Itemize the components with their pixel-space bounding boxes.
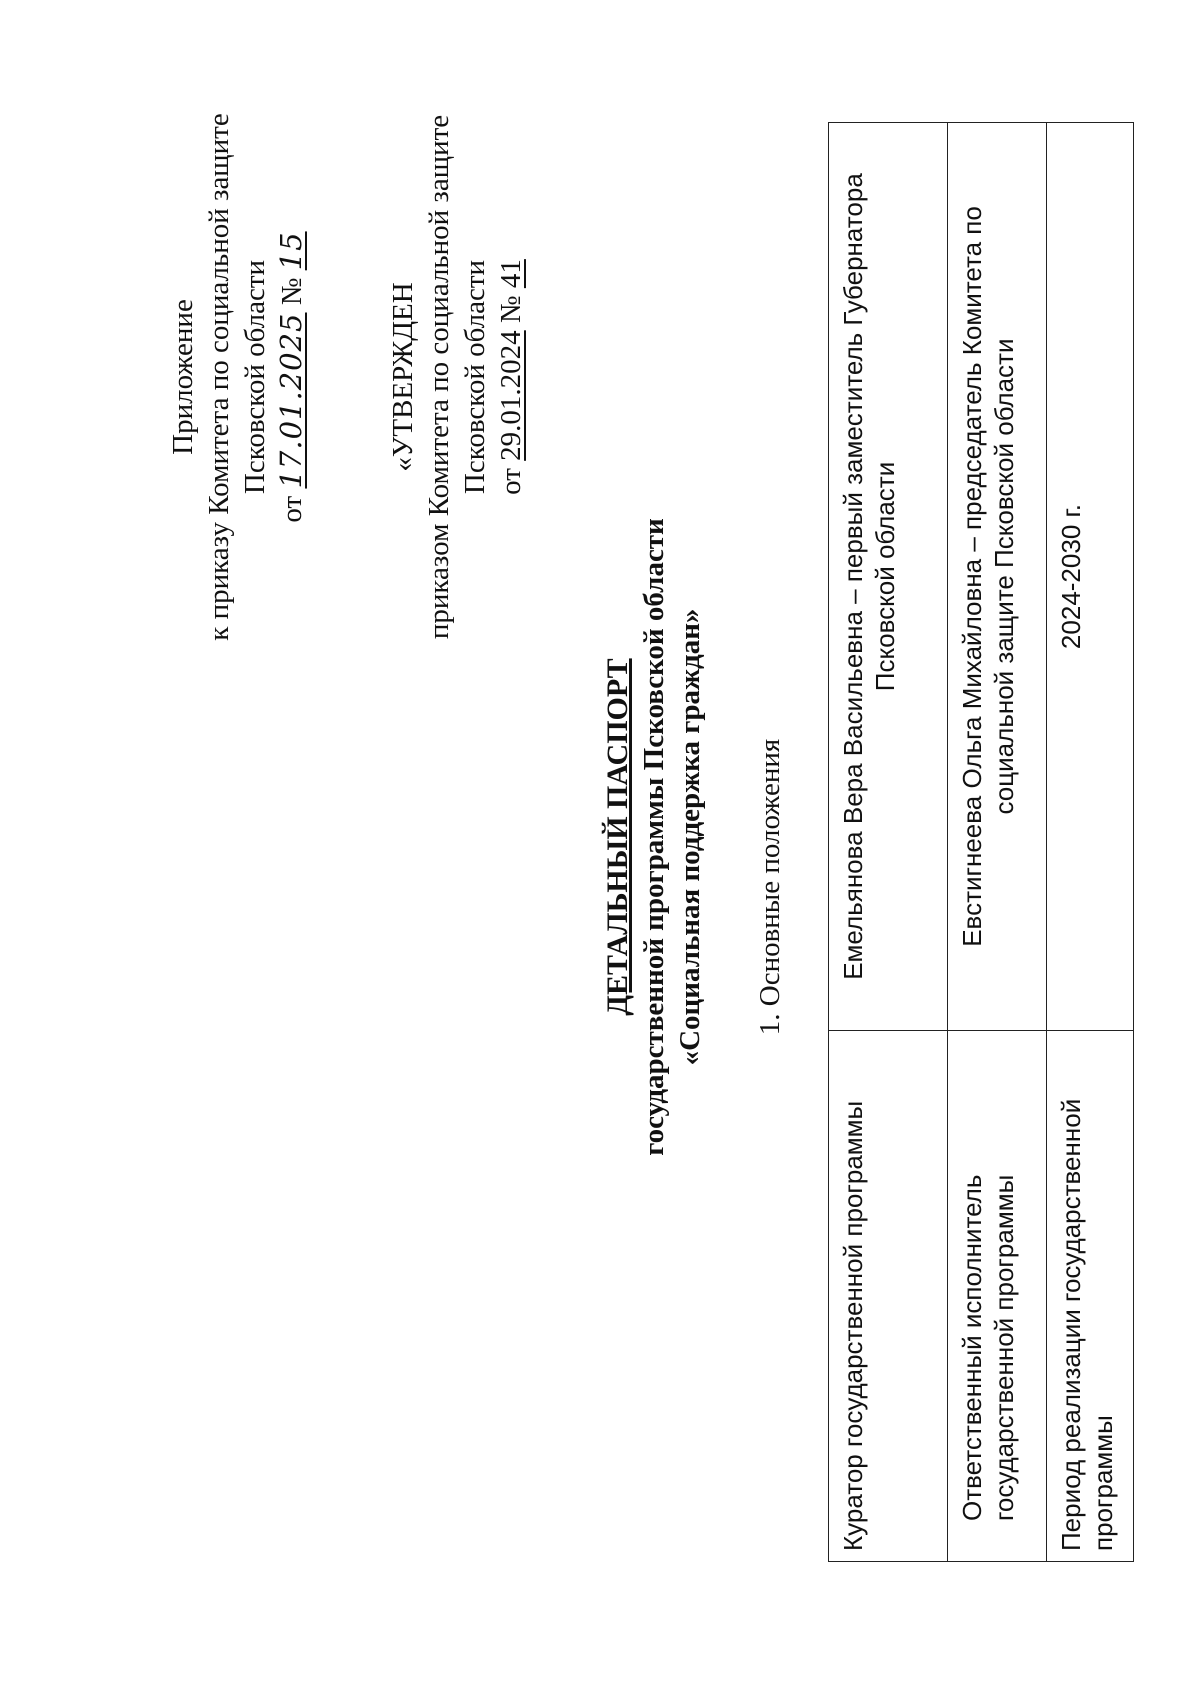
program-name: «Социальная поддержка граждан» xyxy=(674,608,706,1066)
document-title: ДЕТАЛЬНЫЙ ПАСПОРТ xyxy=(601,658,634,1016)
appendix-number-handwritten: 15 xyxy=(274,231,308,271)
document-subtitle: государственной программы Псковской области xyxy=(638,518,670,1156)
approval-line-1: приказом Комитета по социальной защите xyxy=(423,114,455,640)
table-cell-label: Ответственный исполнитель государственной программы xyxy=(948,1031,1047,1562)
table-cell-value: 2024-2030 г. xyxy=(1047,123,1134,1031)
table-row xyxy=(829,123,948,1562)
appendix-line-2: Псковской области xyxy=(239,259,271,495)
table-row xyxy=(1047,123,1134,1562)
approval-number-prefix: № xyxy=(495,295,527,324)
approval-number: 41 xyxy=(495,259,527,289)
approval-date-prefix: от xyxy=(495,468,527,495)
approval-title: «УТВЕРЖДЕН xyxy=(387,282,419,472)
approval-line-2: Псковской области xyxy=(459,259,491,495)
appendix-line-1: к приказу Комитета по социальной защите xyxy=(203,113,235,641)
approval-block xyxy=(385,77,529,677)
appendix-date-handwritten: 17.01.2025 xyxy=(274,312,308,489)
table-row xyxy=(948,123,1047,1562)
passport-table xyxy=(828,122,1134,1562)
appendix-number-prefix: № xyxy=(276,277,308,306)
document-title-block xyxy=(600,337,708,1337)
table-cell-value: Емельянова Вера Васильевна – первый заместитель Губернатора Псковской области xyxy=(829,123,948,1031)
approval-date: 29.01.2024 xyxy=(495,330,527,461)
approval-date-line xyxy=(493,77,529,677)
table-cell-label: Период реализации государственной программы xyxy=(1047,1031,1134,1562)
appendix-block xyxy=(165,97,310,657)
table-cell-value: Евстигнеева Ольга Михайловна – председатель Комитета по социальной защите Псковской области xyxy=(948,123,1047,1031)
appendix-date-prefix: от xyxy=(276,495,308,523)
table-cell-label: Куратор государственной программы xyxy=(829,1031,948,1562)
appendix-title: Приложение xyxy=(167,299,199,455)
appendix-date-line xyxy=(273,97,310,657)
section-heading: 1. Основные положения xyxy=(754,738,786,1036)
